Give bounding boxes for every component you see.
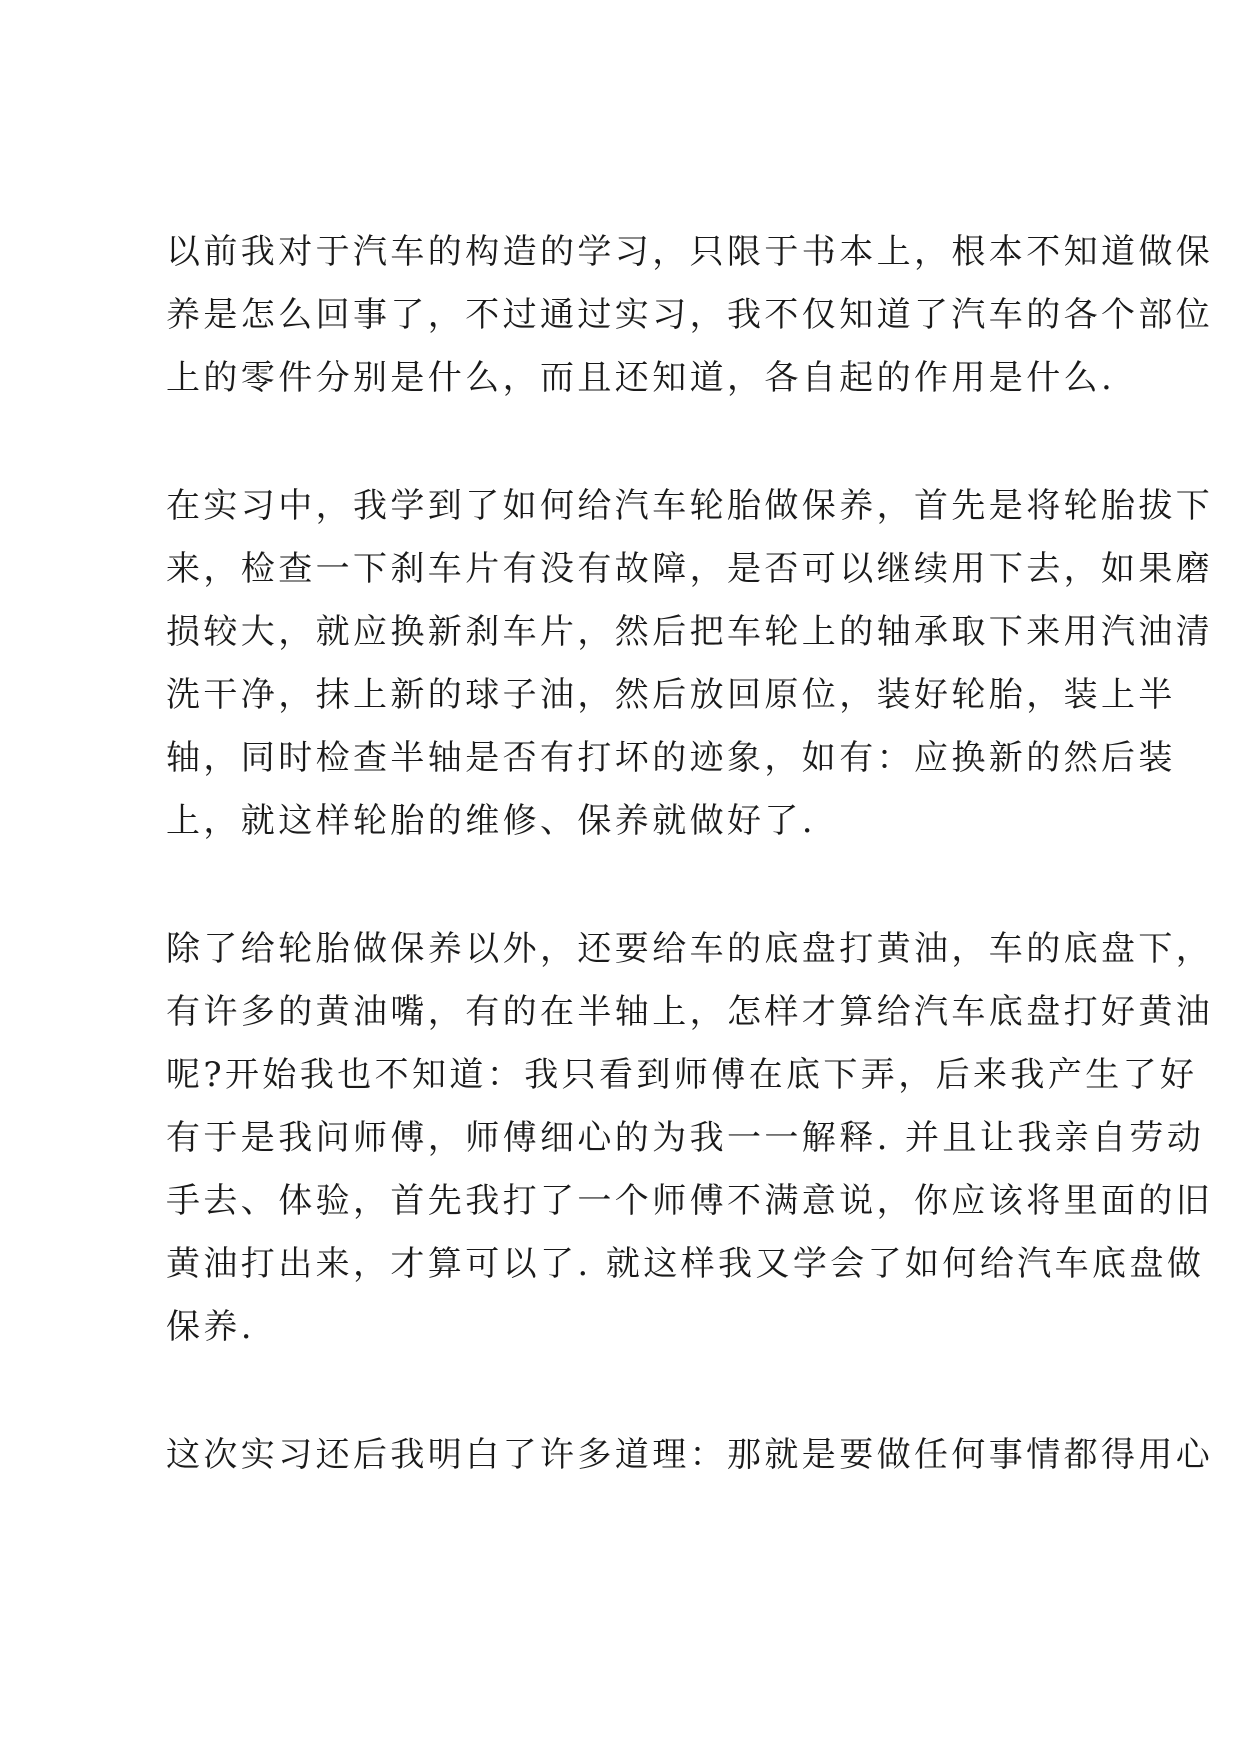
text-line: 在实习中，我学到了如何给汽车轮胎做保养，首先是将轮胎拔下	[166, 486, 1214, 526]
text-line: 呢?开始我也不知道：我只看到师傅在底下弄，后来我产生了好	[166, 1055, 1198, 1095]
text-line: 手去、体验，首先我打了一个师傅不满意说，你应该将里面的旧	[166, 1181, 1214, 1221]
text-line: 有许多的黄油嘴，有的在半轴上，怎样才算给汽车底盘打好黄油	[166, 992, 1214, 1032]
text-line: 上，就这样轮胎的维修、保养就做好了.	[166, 801, 817, 841]
text-line: 轴，同时检查半轴是否有打坏的迹象，如有：应换新的然后装	[166, 738, 1176, 778]
text-line: 黄油打出来，才算可以了. 就这样我又学会了如何给汽车底盘做	[166, 1244, 1205, 1284]
text-line: 保养.	[166, 1307, 256, 1347]
text-line: 以前我对于汽车的构造的学习，只限于书本上，根本不知道做保	[166, 232, 1214, 272]
text-line: 有于是我问师傅，师傅细心的为我一一解释. 并且让我亲自劳动	[166, 1118, 1205, 1158]
text-line: 养是怎么回事了，不过通过实习，我不仅知道了汽车的各个部位	[166, 295, 1214, 335]
text-line: 来，检查一下刹车片有没有故障，是否可以继续用下去，如果磨	[166, 549, 1214, 589]
text-line: 除了给轮胎做保养以外，还要给车的底盘打黄油，车的底盘下，	[166, 929, 1214, 969]
text-line: 这次实习还后我明白了许多道理：那就是要做任何事情都得用心	[166, 1435, 1214, 1475]
text-line: 损较大，就应换新刹车片，然后把车轮上的轴承取下来用汽油清	[166, 612, 1214, 652]
text-line: 洗干净，抹上新的球子油，然后放回原位，装好轮胎，装上半	[166, 675, 1176, 715]
text-line: 上的零件分别是什么，而且还知道，各自起的作用是什么.	[166, 358, 1116, 398]
